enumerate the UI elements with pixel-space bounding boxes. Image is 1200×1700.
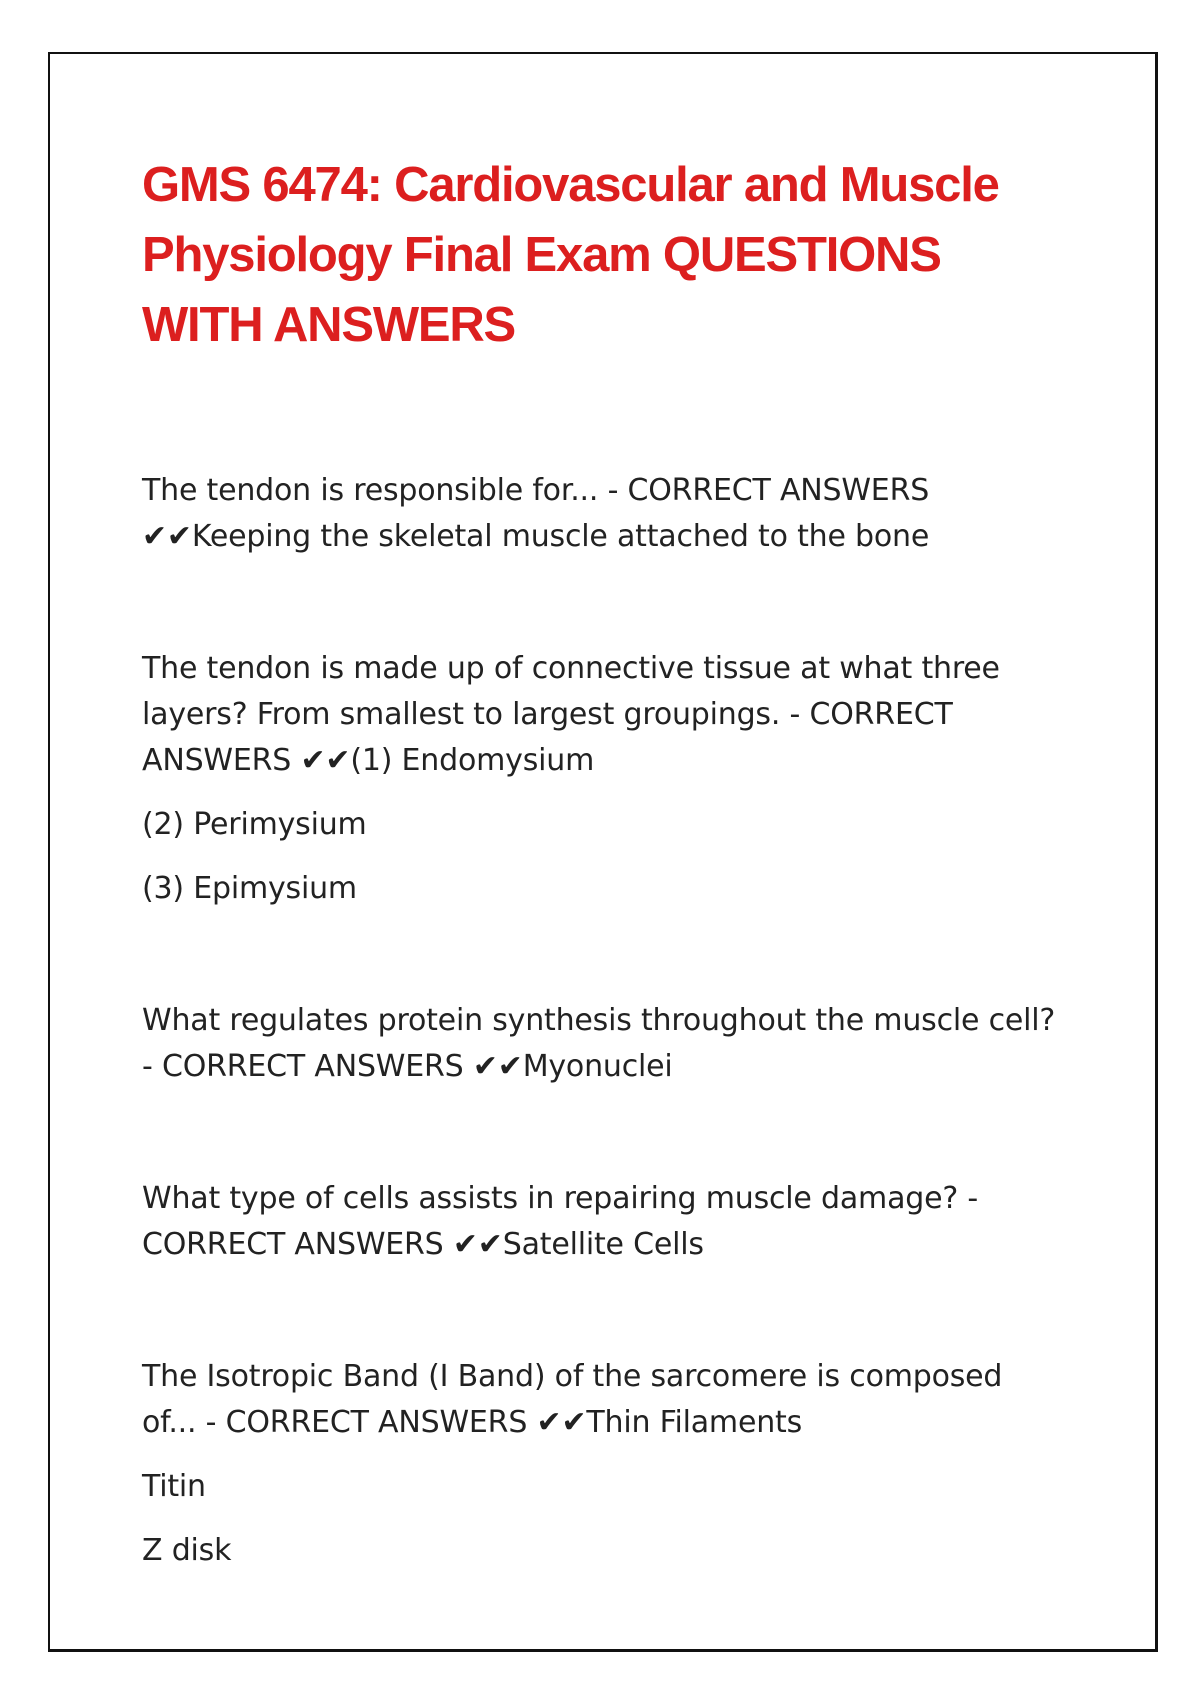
qa-text: What regulates protein synthesis throughout the muscle cell? - CORRECT ANSWERS ✔✔Myonuclei [142, 1003, 1056, 1084]
qa-text: What type of cells assists in repairing muscle damage? - CORRECT ANSWERS ✔✔Satellite Cells [142, 1181, 979, 1262]
qa-item [142, 1176, 1082, 1268]
qa-answer-line: Titin [142, 1469, 206, 1504]
qa-text: The tendon is responsible for... - CORRECT ANSWERS ✔✔Keeping the skeletal muscle attached to the bone [142, 473, 930, 554]
qa-item [142, 468, 1082, 560]
qa-item [142, 1354, 1082, 1574]
qa-text: The tendon is made up of connective tissue at what three layers? From smallest to largest groupings. - CORRECT ANSWERS ✔✔(1) Endomysium [142, 651, 1000, 778]
qa-item [142, 646, 1082, 912]
qa-text: The Isotropic Band (I Band) of the sarcomere is composed of... - CORRECT ANSWERS ✔✔Thin Filaments [142, 1359, 1003, 1440]
document-content [142, 150, 1082, 1574]
qa-answer-line: (2) Perimysium [142, 807, 367, 842]
document-title: GMS 6474: Cardiovascular and Muscle Physiology Final Exam QUESTIONS WITH ANSWERS [142, 158, 999, 352]
qa-answer-line: (3) Epimysium [142, 871, 357, 906]
qa-item [142, 998, 1082, 1090]
qa-answer-line: Z disk [142, 1533, 232, 1568]
